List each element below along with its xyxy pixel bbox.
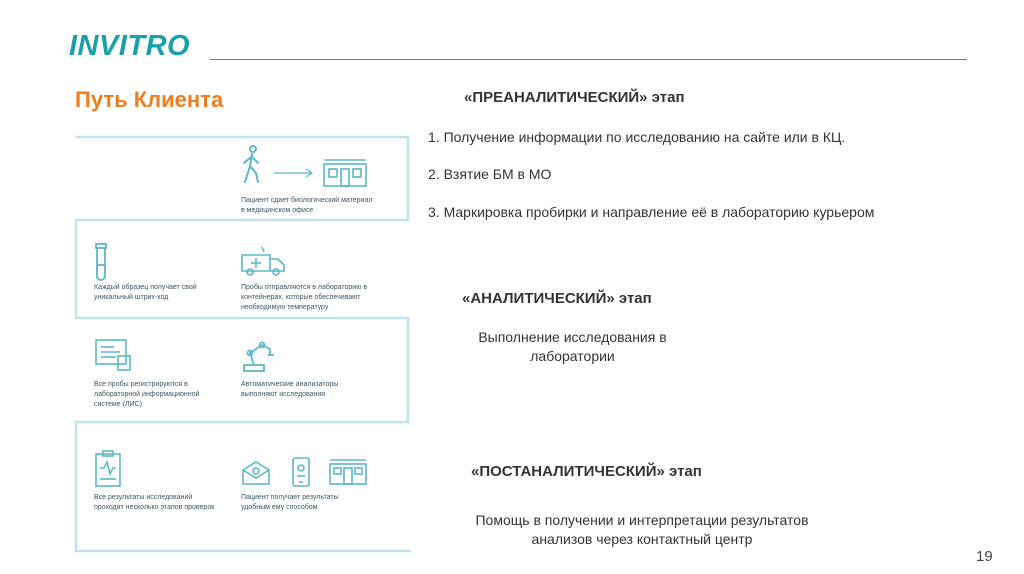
- postanalytic-heading: «ПОСТАНАЛИТИЧЕСКИЙ» этап: [471, 463, 702, 480]
- caption-transport: Пробы отправляются в лабораторию в контейнерах, которые обеспечивают необходимую температуру: [241, 284, 368, 311]
- client-path-diagram: [56, 130, 436, 560]
- analytic-text: Выполнение исследования в лаборатории: [478, 329, 667, 364]
- preanalytic-item-1: 1. Получение информации по исследованию на сайте или в КЦ.: [428, 129, 846, 145]
- page-title: Путь Клиента: [75, 87, 224, 112]
- page-number: 19: [976, 548, 993, 565]
- caption-delivery: Пациент получает результаты удобным ему способом: [241, 494, 339, 511]
- caption-checks: Все результаты исследований проходят несколько этапов проверок: [94, 494, 215, 511]
- caption-patient-office: Пациент сдает биологический материал в медицинском офисе: [241, 197, 373, 214]
- caption-analyzers: Автоматические анализаторы выполняют исследования: [241, 381, 339, 398]
- preanalytic-item-2: 2. Взятие БМ в МО: [428, 166, 552, 182]
- invitro-logo: INVITRO: [69, 30, 191, 62]
- preanalytic-item-3: 3. Маркировка пробирки и направление её в лабораторию курьером: [428, 204, 875, 220]
- header-divider: [210, 59, 967, 60]
- caption-lis: Все пробы регистрируются в лабораторной информационной системе (ЛИС): [94, 381, 200, 408]
- postanalytic-text: Помощь в получении и интерпретации результатов анализов через контактный центр: [475, 512, 809, 547]
- analytic-heading: «АНАЛИТИЧЕСКИЙ» этап: [462, 290, 652, 307]
- preanalytic-heading: «ПРЕАНАЛИТИЧЕСКИЙ» этап: [464, 89, 685, 106]
- caption-barcode: Каждый образец получает свой уникальный штрих-код: [94, 284, 197, 301]
